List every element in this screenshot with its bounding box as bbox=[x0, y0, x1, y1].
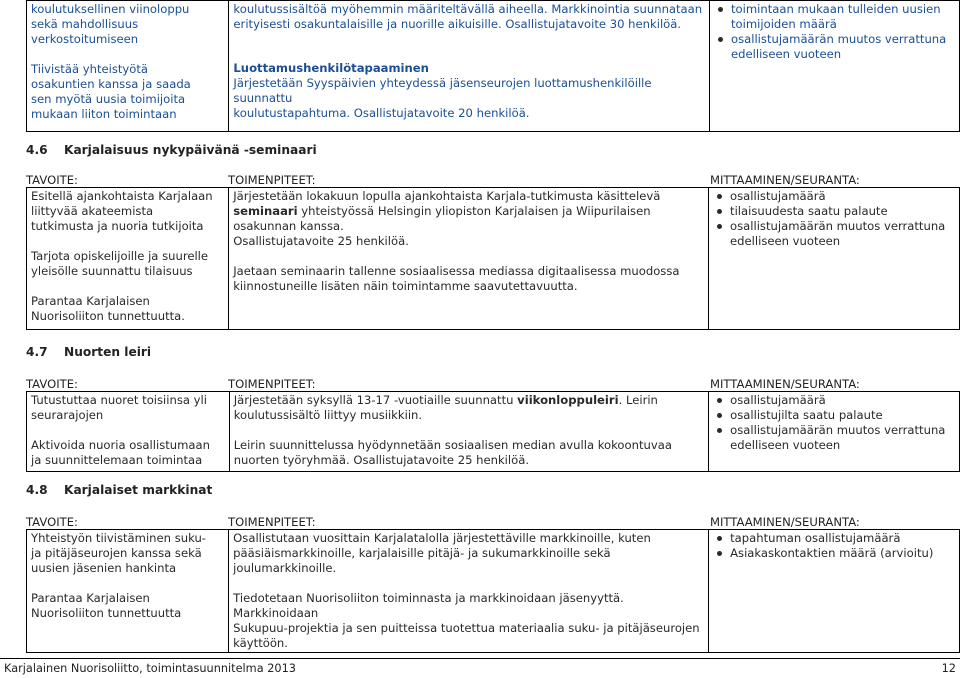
header-goal: TAVOITE: bbox=[26, 515, 78, 529]
section-heading-4-6: 4.6 Karjalaisuus nykypäivänä -seminaari bbox=[26, 143, 317, 157]
footer-divider bbox=[0, 658, 960, 659]
measure-item: osallistujilta saatu palaute bbox=[713, 408, 955, 423]
actions-cell bbox=[229, 188, 709, 330]
header-actions: TOIMENPITEET: bbox=[228, 173, 316, 187]
action-text: Osallistutaan vuosittain Karjalatalolla järjestettäville markkinoille, kuten bbox=[233, 531, 651, 545]
goal-text: verkostoitumiseen bbox=[31, 32, 139, 46]
action-text: kiinnostuneille lisäten näin toimintamme saavutettavuutta. bbox=[233, 279, 578, 293]
action-text: Tiedotetaan Nuorisoliiton toiminnasta ja markkinoidaan jäsenyyttä. Markkinoidaan bbox=[233, 591, 624, 620]
measure-item-continuation: edelliseen vuoteen bbox=[731, 47, 842, 61]
measure-item: tilaisuudesta saatu palaute bbox=[713, 204, 955, 219]
header-actions: TOIMENPITEET: bbox=[228, 515, 316, 529]
header-goal: TAVOITE: bbox=[26, 173, 78, 187]
measure-item: osallistujamäärä bbox=[713, 393, 955, 408]
footer-text: Karjalainen Nuorisoliitto, toimintasuunnitelma 2013 bbox=[4, 662, 296, 675]
continuation-table bbox=[26, 0, 960, 132]
actions-cell bbox=[229, 392, 708, 472]
measure-cell bbox=[710, 1, 960, 132]
action-text: Sukupuu-projektia ja sen puitteissa tuotettua materiaalia suku- ja pitäjäseurojen bbox=[233, 621, 700, 635]
goal-text: Tarjota opiskelijoille ja suurelle bbox=[31, 249, 209, 263]
measure-item: osallistujamäärä bbox=[713, 189, 955, 204]
goal-text: sekä mahdollisuus bbox=[31, 17, 139, 31]
action-text: seminaari yhteistyössä Helsingin yliopiston Karjalaisen ja Wiipurilaisen bbox=[233, 204, 651, 218]
goal-text: Esitellä ajankohtaista Karjalaan bbox=[31, 189, 213, 203]
action-text: osakunnan kanssa. bbox=[233, 219, 344, 233]
goals-cell bbox=[27, 530, 229, 653]
measure-item-continuation: edelliseen vuoteen bbox=[730, 234, 841, 248]
measure-cell bbox=[709, 392, 960, 472]
goal-text: ja pitäjäseurojen kanssa sekä bbox=[31, 546, 202, 560]
section-4-6-table bbox=[26, 187, 960, 330]
header-measurement: MITTAAMINEN/SEURANTA: bbox=[710, 377, 860, 391]
goal-text: ja suunnittelemaan toimintaa bbox=[31, 453, 203, 467]
header-measurement: MITTAAMINEN/SEURANTA: bbox=[710, 173, 860, 187]
actions-cell bbox=[229, 1, 710, 132]
action-text: koulutustapahtuma. Osallistujatavoite 20 henkilöä. bbox=[233, 106, 530, 120]
header-goal: TAVOITE: bbox=[26, 377, 78, 391]
goal-text: liittyvää akateemista bbox=[31, 204, 154, 218]
goal-text: Nuorisoliiton tunnettuutta. bbox=[31, 309, 185, 323]
goal-text: uusien jäsenien hankinta bbox=[31, 561, 177, 575]
section-4-8-table bbox=[26, 529, 960, 653]
measure-item: osallistujamäärän muutos verrattuna bbox=[714, 32, 955, 47]
action-text: käyttöön. bbox=[233, 636, 288, 650]
action-text: koulutussisältöä myöhemmin määriteltävällä aiheella. Markkinointia suunnataan bbox=[233, 2, 703, 16]
goals-cell bbox=[27, 188, 229, 330]
action-text: erityisesti osakuntalaisille ja nuorille aikuisille. Osallistujatavoite 30 henkilöä. bbox=[233, 17, 682, 31]
measure-cell bbox=[709, 530, 960, 653]
goal-text: osakuntien kanssa ja saada bbox=[31, 77, 191, 91]
goal-text: tutkimusta ja nuoria tutkijoita bbox=[31, 219, 204, 233]
goal-text: koulutuksellinen viinoloppu bbox=[31, 2, 190, 16]
section-heading-4-7: 4.7 Nuorten leiri bbox=[26, 345, 152, 359]
measure-item: osallistujamäärän muutos verrattuna bbox=[713, 423, 955, 438]
measure-item: tapahtuman osallistujamäärä bbox=[713, 531, 955, 546]
section-4-7-table bbox=[26, 391, 960, 472]
goal-text: mukaan liiton toimintaan bbox=[31, 107, 177, 121]
measure-item: Asiakaskontaktien määrä (arvioitu) bbox=[713, 546, 955, 561]
measure-item-continuation: toimijoiden määrä bbox=[731, 17, 837, 31]
action-text: Järjestetään syksyllä 13-17 -vuotiaille suunnattu viikonloppuleiri. Leirin bbox=[233, 393, 658, 407]
goal-text: seurarajojen bbox=[31, 408, 104, 422]
action-text: pääsiäismarkkinoille, karjalaisille pitäjä- ja sukumarkkinoille sekä bbox=[233, 546, 611, 560]
goal-text: Parantaa Karjalaisen bbox=[31, 294, 150, 308]
goal-text: Aktivoida nuoria osallistumaan bbox=[31, 438, 210, 452]
actions-cell bbox=[229, 530, 709, 653]
measure-item: osallistujamäärän muutos verrattuna bbox=[713, 219, 955, 234]
action-text: Leirin suunnittelussa hyödynnetään sosiaalisen median avulla kokoontuvaa bbox=[233, 438, 672, 452]
header-measurement: MITTAAMINEN/SEURANTA: bbox=[710, 515, 860, 529]
action-text: joulumarkkinoille. bbox=[233, 561, 337, 575]
measure-cell bbox=[709, 188, 960, 330]
goal-text: Nuorisoliiton tunnettuutta bbox=[31, 606, 182, 620]
action-text: Osallistujatavoite 25 henkilöä. bbox=[233, 234, 409, 248]
action-text: Järjestetään Syyspäivien yhteydessä jäsenseurojen luottamushenkilöille suunnattu bbox=[233, 76, 652, 105]
page-number: 12 bbox=[941, 662, 956, 675]
action-text: Jaetaan seminaarin tallenne sosiaalisessa mediassa digitaalisessa muodossa bbox=[233, 264, 680, 278]
goal-text: Tutustuttaa nuoret toisiinsa yli bbox=[31, 393, 207, 407]
goal-text: sen myötä uusia toimijoita bbox=[31, 92, 186, 106]
goal-text: yleisölle suunnattu tilaisuus bbox=[31, 264, 193, 278]
measure-item-continuation: edelliseen vuoteen bbox=[730, 438, 841, 452]
action-text: nuorten työryhmää. Osallistujatavoite 25 henkilöä. bbox=[233, 453, 530, 467]
goal-text: Tiivistää yhteistyötä bbox=[31, 62, 149, 76]
goal-text: Parantaa Karjalaisen bbox=[31, 591, 150, 605]
header-actions: TOIMENPITEET: bbox=[228, 377, 316, 391]
goals-cell bbox=[27, 392, 230, 472]
action-text: koulutussisältö liittyy musiikkiin. bbox=[233, 408, 423, 422]
action-heading: Luottamushenkilötapaaminen bbox=[233, 61, 429, 75]
goal-text: Yhteistyön tiivistäminen suku- bbox=[31, 531, 206, 545]
goals-cell bbox=[27, 1, 229, 132]
action-text: Järjestetään lokakuun lopulla ajankohtaista Karjala-tutkimusta käsittelevä bbox=[233, 189, 661, 203]
section-heading-4-8: 4.8 Karjalaiset markkinat bbox=[26, 483, 213, 497]
measure-item: toimintaan mukaan tulleiden uusien bbox=[714, 2, 955, 17]
